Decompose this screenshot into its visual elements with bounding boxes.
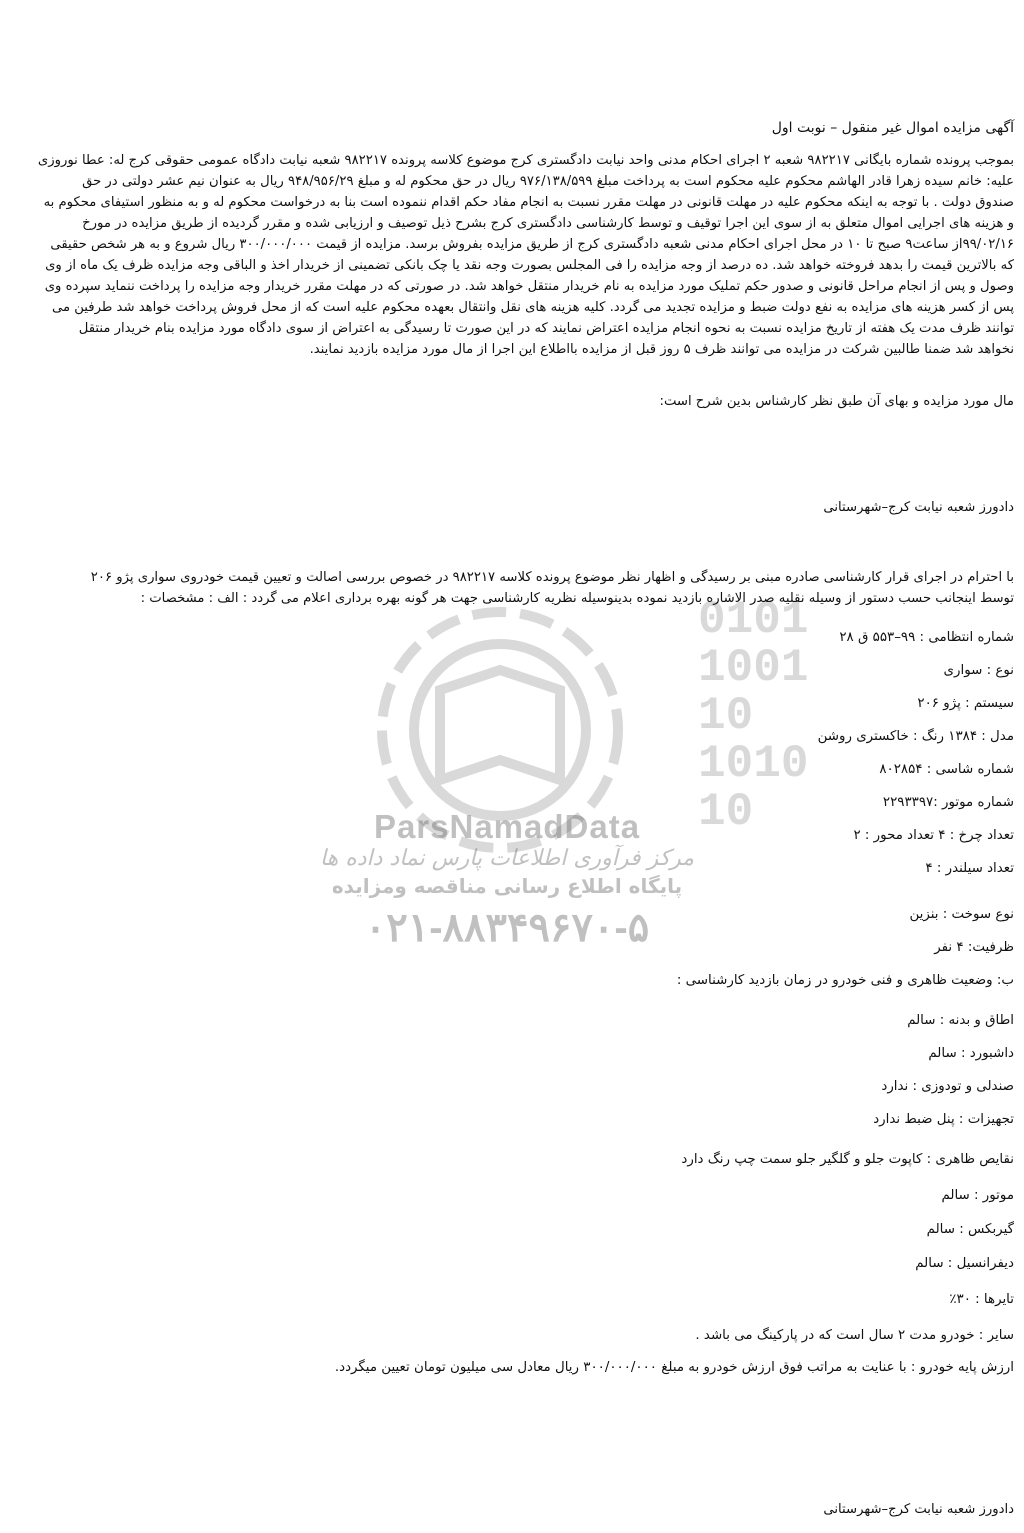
cond-equipment: تجهیزات : پنل ضبط ندارد [873,1112,1014,1127]
notice-body-line: صندوق دولت . با توجه به اینکه محکوم علیه در مهلت قانونی در مهلت مقرر نسبت به انجام مفاد حکم اقدام ننموده است بنا به درخواست محکوم له و به منظور استیفای محکوم به [43,195,1014,210]
spec-cylinders: تعداد سیلندر : ۴ [925,861,1014,876]
cond-engine: موتور : سالم [941,1188,1014,1203]
svg-text:1001: 1001 [698,642,809,694]
spec-model-color: مدل : ۱۳۸۴ رنگ : خاکستری روشن [817,729,1014,744]
watermark-brand: ParsNamadData [373,808,641,845]
notice-page [8,0,1014,1533]
watermark-tagline: پایگاه اطلاع رسانی مناقصه ومزایده [331,874,683,898]
spec-system: سیستم : پژو ۲۰۶ [917,696,1014,711]
expert-report-intro [8,567,1014,609]
svg-text:10: 10 [698,690,754,742]
cond-dashboard: داشبورد : سالم [928,1046,1014,1061]
signature-bailiff-footer: دادورز شعبه نیابت کرج–شهرستانی [823,1502,1014,1517]
cond-other: سایر : خودرو مدت ۲ سال است که در پارکینگ می باشد . [695,1328,1014,1343]
notice-body-line: علیه: خانم سیده زهرا قادر الهاشم محکوم علیه محکوم است به پرداخت مبلغ ۹۷۶/۱۳۸/۵۹۹ ریال در حق محکوم له و مبلغ ۹۴۸/۹۵۶/۲۹ ریال به عنوان نیم عشر دولتی در حق [82,174,1014,189]
notice-body-line: و هزینه های اجرایی اموال متعلق به از سوی این اجرا توقیف و توسط کارشناسی دادگستری کرج بشرح ذیل توصیف و ارزیابی شده و مقرر گردیده از طریق مزایده در مورخ [82,216,1014,231]
spec-capacity: ظرفیت: ۴ نفر [934,940,1014,955]
base-value-statement: ارزش پایه خودرو : با عنایت به مراتب فوق ارزش خودرو به مبلغ ۳۰۰/۰۰۰/۰۰۰ ریال معادل سی میلیون تومان تعیین میگردد. [334,1360,1014,1375]
notice-body-line: نخواهد شد ضمنا طالبین شرکت در مزایده می توانند ظرف ۵ روز قبل از مزایده بااطلاع این اجرا از مال مورد مزایده بازدید نمایند. [309,342,1014,357]
notice-body-line: وصول و پس از انجام مراحل قانونی و صدور حکم تملیک مورد مزایده به نام خریدار منتقل خواهد شد. در صورتی که در مهلت مقرر خریدار وجه مزایده را پرداخت ننماید سپرده وی [44,279,1014,294]
spec-type: نوع : سواری [943,663,1014,678]
cond-differential: دیفرانسیل : سالم [915,1256,1014,1271]
signature-bailiff: دادورز شعبه نیابت کرج–شهرستانی [823,500,1014,515]
cond-tires: تایرها : ۳۰٪ [949,1292,1014,1307]
watermark-subtitle: مرکز فرآوری اطلاعات پارس نماد داده ها [319,846,695,871]
notice-title: آگهی مزایده اموال غیر منقول – نوبت اول [771,120,1014,136]
spec-wheels-axles: تعداد چرخ : ۴ تعداد محور : ۲ [853,828,1014,843]
notice-body-line: که بالاترین قیمت را بدهد فروخته خواهد شد. ده درصد از وجه مزایده را فی المجلس بصورت وجه نقد یا چک بانکی تضمینی از خریدار اخذ و الباقی وجه مزایده ظرف یک ماه از وی [45,258,1014,273]
spec-plate-number: شماره انتظامی : ۹۹–۵۵۳ ق ۲۸ [839,630,1014,645]
spec-fuel-type: نوع سوخت : بنزین [909,907,1014,922]
cond-gearbox: گیربکس : سالم [926,1222,1014,1237]
svg-text:10: 10 [698,786,754,838]
cond-seats: صندلی و تودوزی : ندارد [881,1079,1014,1094]
section-b-heading: ب: وضعیت ظاهری و فنی خودرو در زمان بازدید کارشناسی : [676,973,1014,988]
report-intro-line: با احترام در اجرای قرار کارشناسی صادره مبنی بر رسیدگی و اظهار نظر موضوع پرونده کلاسه ۹۸۲۲۱۷ در خصوص بررسی اصالت و تعیین قیمت خودروی سواری پژو ۲۰۶ [90,570,1014,585]
spec-chassis-number: شماره شاسی : ۸۰۲۸۵۴ [879,762,1014,777]
notice-body [8,150,1014,360]
notice-body-line: توانند ظرف مدت یک هفته از تاریخ مزایده نسبت به نحوه انجام مزایده اعتراض نمایند که در این صورت تا رسیدگی به اعتراض از سوی دادگاه مورد مزایده بنام خریدار منتقل [78,321,1014,336]
cond-defects: نقایص ظاهری : کاپوت جلو و گلگیر جلو سمت چپ رنگ دارد [681,1152,1014,1167]
notice-body-line: پس از کسر هزینه های مزایده به نفع دولت ضبط و مزایده تجدید می گردد. کلیه هزینه های نقل وانتقال بعهده محکوم علیه است که از محل فروش پرداخت خواهد شد طرفین می [52,300,1014,315]
watermark-phone: ۰۲۱-۸۸۳۴۹۶۷۰-۵ [364,906,650,950]
svg-text:0101: 0101 [698,594,809,646]
cond-body: اطاق و بدنه : سالم [907,1013,1014,1028]
report-intro-line: توسط اینجانب حسب دستور از وسیله نقلیه صدر الاشاره بازدید نموده بدینوسیله نظریه کارشناسی جهت هر گونه بهره برداری اعلام می گردد : الف : مشخصات : [140,591,1014,606]
svg-text:1010: 1010 [698,738,809,790]
spec-engine-number: شماره موتور :۲۲۹۳۳۹۷ [882,795,1014,810]
auction-subject-line: مال مورد مزایده و بهای آن طبق نظر کارشناس بدین شرح است: [659,394,1014,409]
notice-body-line: بموجب پرونده شماره بایگانی ۹۸۲۲۱۷ شعبه ۲ اجرای احکام مدنی واحد نیابت دادگستری کرج موضوع کلاسه پرونده ۹۸۲۲۱۷ شعبه نیابت دادگاه عمومی حقوقی کرج له: عطا نوروزی [37,153,1014,168]
notice-body-line: ۹۹/۰۲/۱۶از ساعت۹ صبح تا ۱۰ در محل اجرای احکام مدنی شعبه دادگستری کرج از طریق مزایده بفروش برسد. مزایده از قیمت ۳۰۰/۰۰۰/۰۰۰ ریال شروع و به هر شخص حقیقی [50,237,1014,252]
